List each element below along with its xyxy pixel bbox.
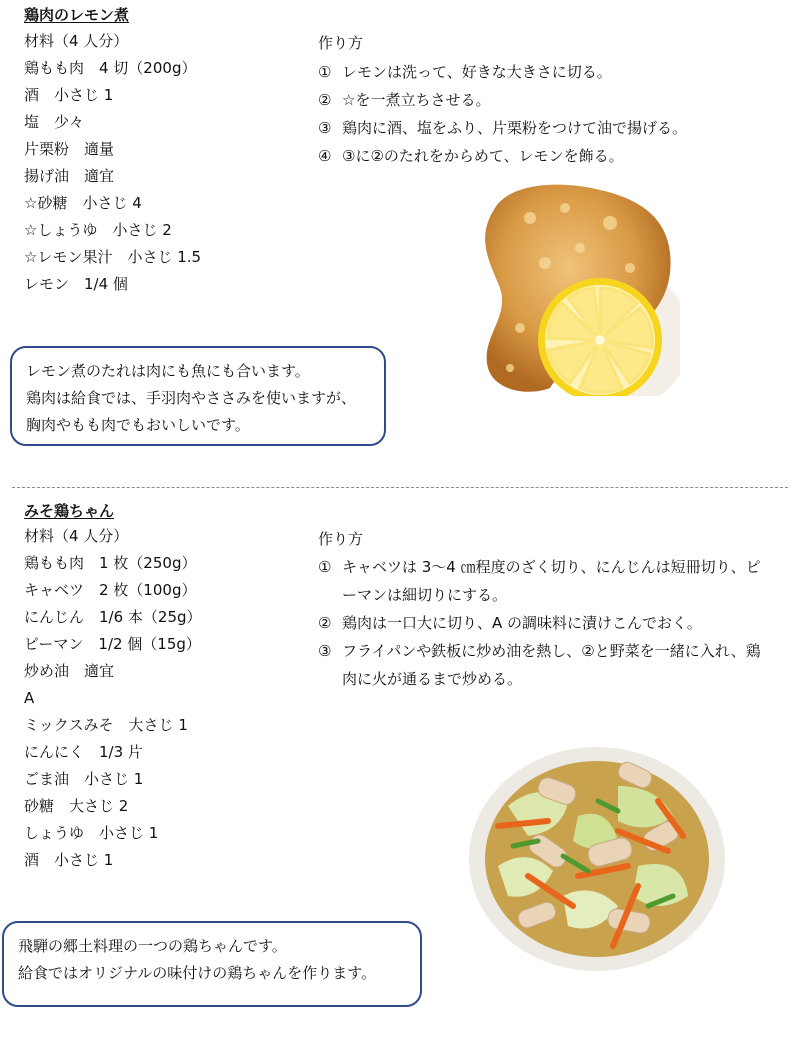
step-text: フライパンや鉄板に炒め油を熱し、②と野菜を一緒に入れ、鶏肉に火が通るまで炒める。 xyxy=(342,642,761,688)
step-number: ① xyxy=(318,558,332,576)
step-text: 鶏肉は一口大に切り、A の調味料に漬けこんでおく。 xyxy=(342,614,702,632)
note-line: 胸肉やもも肉でもおいしいです。 xyxy=(26,416,250,434)
list-item: 材料（4 人分） xyxy=(24,32,129,50)
list-item: にんにく 1/3 片 xyxy=(24,743,143,761)
recipe1-title: 鶏肉のレモン煮 xyxy=(24,6,130,24)
list-item: 鶏もも肉 1 枚（250g） xyxy=(24,554,197,572)
step-text: ☆を一煮立ちさせる。 xyxy=(342,91,491,109)
step-number: ② xyxy=(318,91,332,109)
recipe2-step-list xyxy=(318,553,766,693)
recipe1-ingredient-list xyxy=(24,28,201,298)
step-number: ② xyxy=(318,614,332,632)
step-item xyxy=(318,553,766,609)
step-number: ③ xyxy=(318,119,332,137)
list-item: ☆レモン果汁 小さじ 1.5 xyxy=(24,248,202,266)
list-item: 砂糖 大さじ 2 xyxy=(24,797,129,815)
list-item: ごま油 小さじ 1 xyxy=(24,770,144,788)
recipe2-note xyxy=(2,921,422,1007)
list-item: ☆しょうゆ 小さじ 2 xyxy=(24,221,172,239)
recipe2-title: みそ鶏ちゃん xyxy=(24,502,115,520)
note-line: 飛騨の郷土料理の一つの鶏ちゃんです。 xyxy=(18,937,287,955)
step-number: ③ xyxy=(318,642,332,660)
list-item: 酒 小さじ 1 xyxy=(24,86,114,104)
step-item xyxy=(318,637,766,693)
list-item: 材料（4 人分） xyxy=(24,527,129,545)
list-item: キャベツ 2 枚（100g） xyxy=(24,581,197,599)
list-item: 炒め油 適宜 xyxy=(24,662,115,680)
list-item: しょうゆ 小さじ 1 xyxy=(24,824,159,842)
list-item: 片栗粉 適量 xyxy=(24,140,115,158)
step-item xyxy=(318,609,766,637)
step-text: 鶏肉に酒、塩をふり、片栗粉をつけて油で揚げる。 xyxy=(342,119,688,137)
step-number: ① xyxy=(318,63,332,81)
list-item: A xyxy=(24,689,35,707)
step-item xyxy=(318,58,778,86)
step-text: キャベツは 3～4 ㎝程度のざく切り、にんじんは短冊切り、ピーマンは細切りにする。 xyxy=(342,558,761,604)
note-line: レモン煮のたれは肉にも魚にも合います。 xyxy=(26,362,310,380)
step-item xyxy=(318,142,778,170)
recipe2-method-heading: 作り方 xyxy=(318,530,364,548)
list-item: 酒 小さじ 1 xyxy=(24,851,114,869)
step-number: ④ xyxy=(318,147,332,165)
list-item: 揚げ油 適宜 xyxy=(24,167,115,185)
list-item: レモン 1/4 個 xyxy=(24,275,128,293)
list-item: にんじん 1/6 本（25g） xyxy=(24,608,202,626)
recipe1-note xyxy=(10,346,386,446)
miso-keichan-photo xyxy=(468,746,726,972)
list-item: 鶏もも肉 4 切（200g） xyxy=(24,59,197,77)
list-item: ☆砂糖 小さじ 4 xyxy=(24,194,142,212)
section-divider xyxy=(12,487,788,488)
note-line: 鶏肉は給食では、手羽肉やささみを使いますが、 xyxy=(26,389,357,407)
recipe2-ingredient-list xyxy=(24,523,202,874)
list-item: ミックスみそ 大さじ 1 xyxy=(24,716,188,734)
recipe1-method-heading: 作り方 xyxy=(318,34,364,52)
list-item: 塩 少々 xyxy=(24,113,85,131)
note-line: 給食ではオリジナルの味付けの鶏ちゃんを作ります。 xyxy=(18,964,377,982)
recipe1-step-list xyxy=(318,58,778,170)
list-item: ピーマン 1/2 個（15g） xyxy=(24,635,201,653)
step-item xyxy=(318,114,778,142)
step-item xyxy=(318,86,778,114)
step-text: レモンは洗って、好きな大きさに切る。 xyxy=(342,63,612,81)
step-text: ③に②のたれをからめて、レモンを飾る。 xyxy=(342,147,624,165)
lemon-chicken-photo xyxy=(470,178,680,396)
